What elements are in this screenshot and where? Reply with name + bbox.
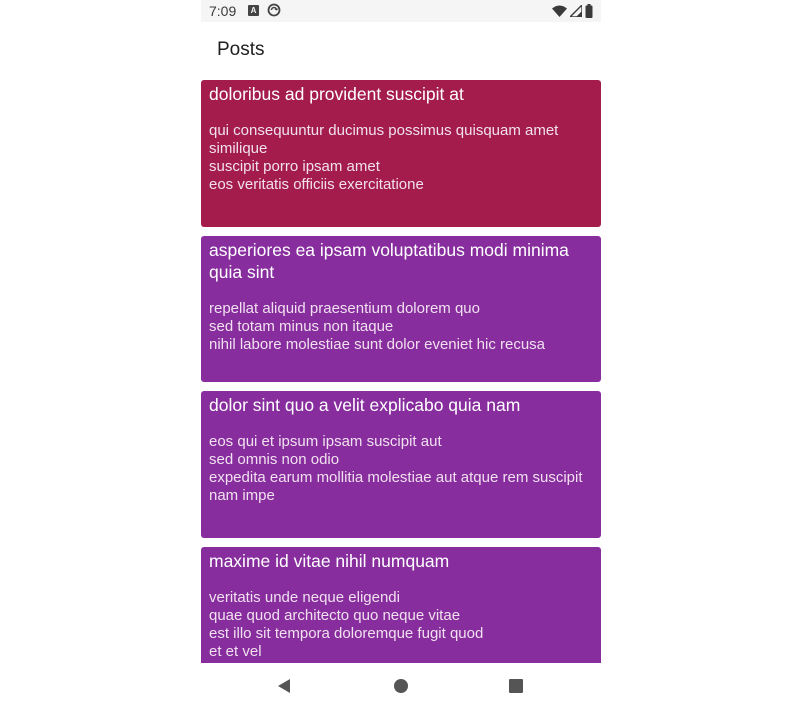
post-title: doloribus ad provident suscipit at [209, 84, 464, 104]
recents-icon[interactable] [507, 677, 525, 695]
post-list[interactable] [201, 79, 601, 663]
post-body: repellat aliquid praesentium dolorem quo sed totam minus non itaque nihil labore molestiae sunt dolor eveniet hic recusa [209, 300, 546, 353]
page-title: Posts [217, 39, 265, 60]
back-icon[interactable] [275, 677, 293, 695]
post-title: maxime id vitae nihil numquam [209, 551, 450, 571]
sync-icon [267, 3, 281, 17]
post-card[interactable] [201, 80, 601, 227]
navigation-bar [201, 663, 601, 707]
post-card[interactable] [201, 391, 601, 538]
post-body: veritatis unde neque eligendi quae quod architecto quo neque vitae est illo sit tempora doloremque fugit quod et et vel [209, 589, 484, 660]
post-title: asperiores ea ipsam voluptatibus modi minima quia sint [209, 240, 569, 282]
post-body: eos qui et ipsum ipsam suscipit aut sed omnis non odio expedita earum mollitia molestiae aut atque rem suscipit nam impe [209, 433, 583, 504]
post-card[interactable] [201, 236, 601, 382]
a-notification-icon: A [248, 5, 259, 16]
post-card[interactable] [201, 547, 601, 663]
post-body: qui consequuntur ducimus possimus quisquam amet similique suscipit porro ipsam amet eos veritatis officiis exercitatione [209, 122, 559, 193]
app-bar [201, 22, 601, 77]
status-time: 7:09 [209, 3, 237, 19]
battery-icon [585, 4, 593, 18]
wifi-icon [552, 5, 567, 17]
home-icon[interactable] [392, 677, 410, 695]
post-title: dolor sint quo a velit explicabo quia nam [209, 395, 521, 415]
phone-screen [201, 0, 601, 707]
status-indicators [552, 3, 593, 19]
signal-icon [570, 5, 582, 17]
status-bar [201, 0, 601, 22]
